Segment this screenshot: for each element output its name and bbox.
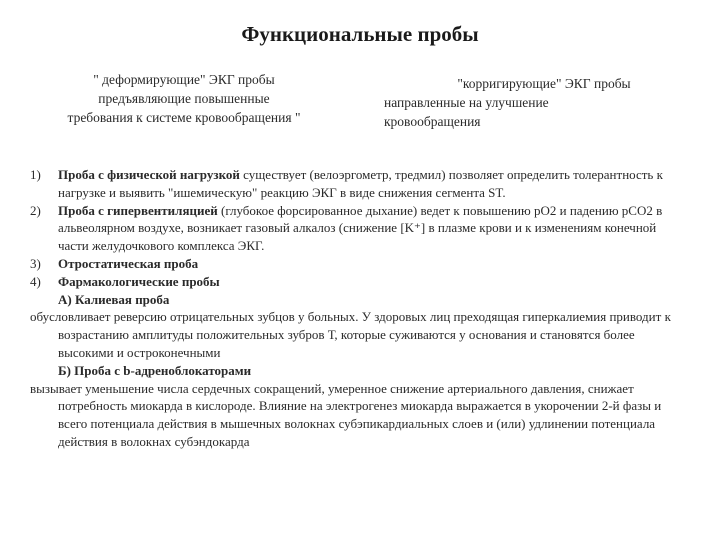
list-number: 3) xyxy=(30,255,41,271)
deforming-tests-line-1: предъявляющие повышенные xyxy=(98,91,270,106)
list-item-text: существует (велоэргометр, тредмил) позволяет определить толерантность к нагрузке и выявить "ишемическую" реакцию ЭКГ в виде снижения сегмента ST. xyxy=(58,167,663,200)
list-item-4 xyxy=(30,273,690,291)
beta-blocker-test-heading: Б) Проба с b-адреноблокаторами xyxy=(58,362,252,378)
list-item-title: Фармакологические пробы xyxy=(58,273,220,289)
correcting-tests-line-2: кровообращения xyxy=(384,114,481,129)
beta-blocker-test-text: вызывает уменьшение числа сердечных сокращений, умеренное снижение артериального давления, снижает потребность миокарда в кислороде. Влияние на электрогенез миокарда выражается в укорочении 2-й фазы и всего потенциала действия в мышечных волокнах субэпикардиальных слоев и (или) удлинении потенциала действия в волокнах субэндокарда xyxy=(30,380,662,449)
list-number: 1) xyxy=(30,167,41,182)
correcting-tests-column xyxy=(384,74,704,131)
potassium-test-wrap xyxy=(30,308,690,361)
list-item-title: Проба с гипервентиляцией xyxy=(58,202,218,218)
deforming-tests-column xyxy=(14,70,354,127)
beta-blocker-test-wrap xyxy=(30,380,690,451)
list-item-text: (глубокое форсированное дыхание) ведет к повышению рО2 и падению рСО2 в альвеолярном воздухе, возникает газовый алкалоз (снижение [K⁺] в плазме крови и к изменениям конечной части желудочкового комплекса ЭКГ. xyxy=(58,202,663,254)
correcting-tests-heading: "корригирующие" ЭКГ пробы xyxy=(457,76,631,91)
deforming-tests-heading: " деформирующие" ЭКГ пробы xyxy=(93,72,275,87)
list-item-3 xyxy=(30,255,690,273)
tests-list xyxy=(30,166,690,451)
list-item-title: Отростатическая проба xyxy=(58,255,199,271)
list-number: 4) xyxy=(30,273,41,289)
list-item-title: Проба с физической нагрузкой xyxy=(58,167,240,182)
list-item-1 xyxy=(30,166,690,202)
list-number: 2) xyxy=(30,202,41,218)
potassium-test-heading: А) Калиевая проба xyxy=(58,291,170,307)
correcting-tests-line-1: направленные на улучшение xyxy=(384,95,549,110)
page-title: Функциональные пробы xyxy=(241,22,479,46)
potassium-test-text: обусловливает реверсию отрицательных зубцов у больных. У здоровых лиц преходящая гиперкалиемия приводит к возрастанию амплитуды положительных зубров Т, которые суживаются у основания и становятся более высокими и остроконечными xyxy=(30,309,671,360)
list-item-2 xyxy=(30,202,690,255)
deforming-tests-line-2: требования к системе кровообращения " xyxy=(67,110,301,125)
